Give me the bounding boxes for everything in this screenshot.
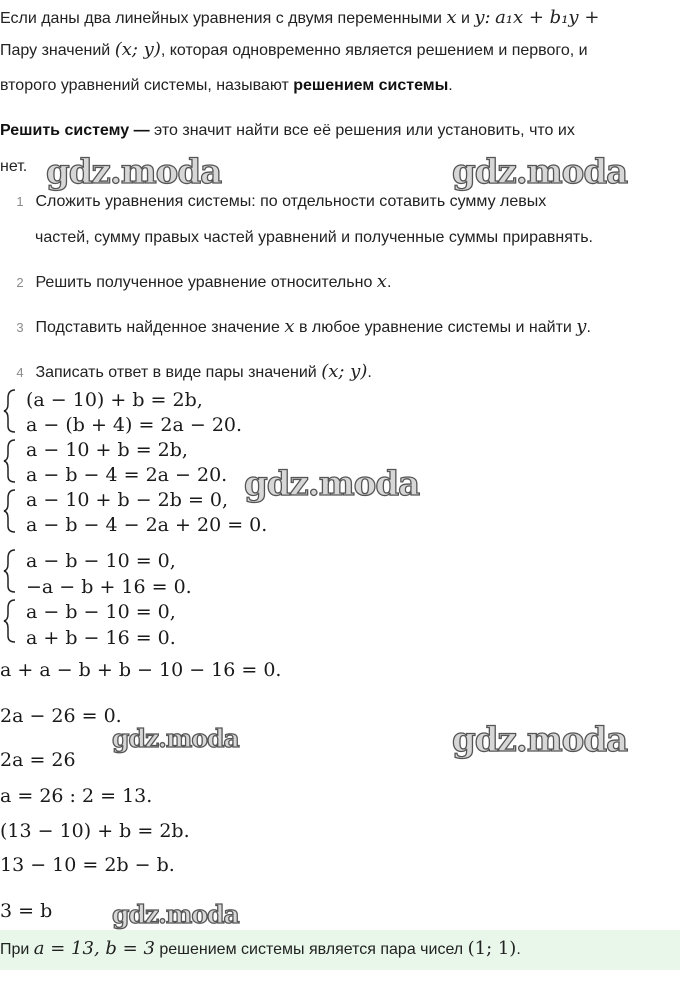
step-item: 1 Сложить уравнения системы: по отдельности сотавить сумму левых [13,192,546,212]
system-equation: a − b − 10 = 0, [26,601,176,623]
answer-text: При a = 13, b = 3 решением системы является пара чисел (1; 1). [0,938,521,959]
system-braces [2,386,20,646]
system-equation: −a − b + 16 = 0. [26,576,192,598]
step-number: 2 [16,275,24,290]
step-item-continuation: частей, сумму правых частей уравнений и полученные суммы приравнять. [35,229,593,246]
system-equation: a − b − 4 = 2a − 20. [26,464,228,486]
system-equation: a − (b + 4) = 2a − 20. [26,414,243,436]
intro-line-2: Пару значений (x; y), которая одновременно является решением и первого, и [0,39,588,60]
intro-line-1: Если даны два линейных уравнения с двумя переменными x и y: a₁x + b₁y + [0,7,600,28]
watermark-logo: gdz.moda [112,724,239,753]
watermark-logo: gdz.moda [452,152,628,192]
watermark-logo: gdz.moda [244,464,420,504]
solution-line: a + a − b + b − 10 − 16 = 0. [0,659,282,681]
solution-line: (13 − 10) + b = 2b. [0,820,190,842]
solution-line: a = 26 : 2 = 13. [0,785,153,807]
system-equation: a − 10 + b = 2b, [26,439,188,461]
step-number: 1 [16,194,24,209]
step-number: 3 [16,320,24,335]
step-item: 3 Подставить найденное значение x в любое уравнение системы и найти y. [13,317,591,338]
step-item: 2 Решить полученное уравнение относительно x. [13,272,391,293]
step-item: 4 Записать ответ в виде пары значений (x; y). [13,362,372,383]
system-equation: a − b − 10 = 0, [26,550,176,572]
system-equation: a − 10 + b − 2b = 0, [26,489,229,511]
system-equation: a − b − 4 − 2a + 20 = 0. [26,514,268,536]
solution-line: 2a = 26 [0,749,76,771]
solution-line: 3 = b [0,900,53,922]
definition-line-2: нет. [0,158,28,175]
solution-line: 2a − 26 = 0. [0,705,122,727]
solution-line: 13 − 10 = 2b − b. [0,854,175,876]
intro-line-3: второго уравнений системы, называют решением системы. [0,77,453,94]
watermark-logo: gdz.moda [452,720,628,760]
watermark-logo: gdz.moda [112,900,239,929]
system-equation: (a − 10) + b = 2b, [26,389,203,411]
watermark-logo: gdz.moda [46,152,222,192]
system-equation: a + b − 16 = 0. [26,627,176,649]
definition-line-1: Решить систему — это значит найти все её решения или установить, что их [0,122,575,139]
step-number: 4 [16,365,24,380]
